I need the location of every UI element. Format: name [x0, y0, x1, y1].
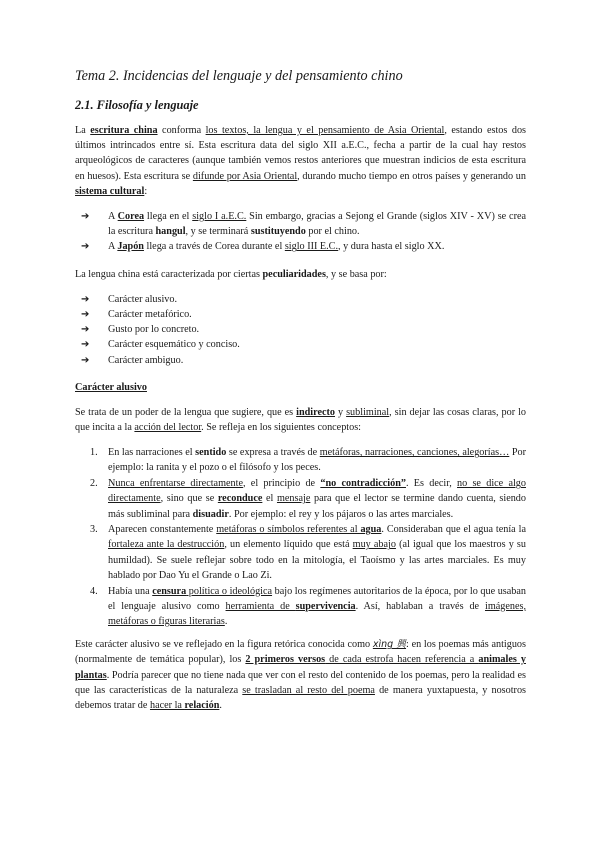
peculiaridades-paragraph: La lengua china está caracterizada por ciertas peculiaridades, y se basa por:: [75, 268, 387, 280]
numbered-item: 1. En las narraciones el sentido se expresa a través de metáforas, narraciones, canciones, alegorías… Por ejemplo: la ranita y el pozo o el filósofo y los peces.: [90, 447, 527, 474]
peculiaridades-list: [75, 292, 526, 368]
document-title: Tema 2. Incidencias del lenguaje y del pensamiento chino: [75, 68, 403, 84]
arrow-bullet-icon: ➔: [81, 354, 90, 366]
arrow-bullet-icon: ➔: [81, 309, 90, 321]
list-item: ➔ Gusto por lo concreto.: [75, 322, 526, 337]
section-heading-caracter-alusivo: Carácter alusivo: [75, 381, 147, 393]
intro-paragraph: La escritura china conforma los textos, la lengua y el pensamiento de Asia Oriental, estando estos dos últimos intrincados entre sí. Esta escritura data del siglo XII a.E.C., fecha a partir de la cual hay restos arqueológicos de caracteres (aunque también vemos restos anteriores que muestran indicios de esta escritura en huesos). Esta escritura se difunde por Asia Oriental, durando mucho tiempo en otros países y generando un sistema cultural:: [75, 125, 527, 197]
document-page: [75, 68, 526, 723]
list-item: ➔ Carácter ambiguo.: [75, 353, 526, 368]
list-item-corea: ➔ A Corea llega en el siglo I a.E.C. Sin embargo, gracias a Sejong el Grande (siglos XIV - XV) se crea la escritura hangul, y se terminará sustituyendo por el chino.: [81, 211, 527, 238]
arrow-bullet-icon: ➔: [81, 324, 90, 336]
list-item: ➔ Carácter alusivo.: [75, 292, 526, 307]
list-item: ➔ Carácter esquemático y conciso.: [75, 337, 526, 352]
list-item-japon: ➔ A Japón llega a través de Corea durante el siglo III E.C., y dura hasta el siglo XX.: [75, 239, 526, 254]
conceptos-list: [75, 445, 526, 629]
list-item: ➔ Carácter metafórico.: [75, 307, 526, 322]
arrow-bullet-icon: ➔: [81, 211, 90, 223]
expansion-list: [75, 209, 526, 255]
numbered-item: 3. Aparecen constantemente metáforas o símbolos referentes al agua. Consideraban que el agua tenía la fortaleza ante la destrucción, un elemento líquido que está muy abajo (al igual que los maestros y su humildad). Se suele reflejar sobre todo en la mitología, el Taoísmo y las artes marciales. Es muy hablado por Dao Yu el Grande o Lao Zi.: [90, 524, 526, 581]
numbered-item: 2. Nunca enfrentarse directamente, el principio de “no contradicción”. Es decir, no se dice algo directamente, sino que se reconduce el mensaje para que el lector se termine dando cuenta, siendo más subliminal para disuadir. Por ejemplo: el rey y los pájaros o las artes marciales.: [90, 478, 526, 520]
arrow-bullet-icon: ➔: [81, 241, 90, 253]
caracter-alusivo-paragraph: Se trata de un poder de la lengua que sugiere, que es indirecto y subliminal, sin dejar las cosas claras, por lo que incita a la acción del lector. Se refleja en los siguientes conceptos:: [75, 406, 527, 434]
arrow-bullet-icon: ➔: [81, 293, 90, 305]
numbered-item: 4. Había una censura política o ideológica bajo los regímenes autoritarios de la época, por lo que usaban el lenguaje alusivo como herramienta de supervivencia. Así, hablaban a través de imágenes, metáforas o figuras literarias.: [90, 585, 527, 627]
arrow-bullet-icon: ➔: [81, 339, 90, 351]
xing-paragraph: Este carácter alusivo se ve reflejado en la figura retórica conocida como xìng 興: en los poemas más antiguos (normalmente de temática popular), los 2 primeros versos de cada estrofa hacen referencia a animales y plantas. Podría parecer que no tiene nada que ver con el resto del contenido de los poemas, pero la realidad es que las características de la naturaleza se trasladan al resto del poema de manera yuxtapuesta, y nosotros debemos tratar de hacer la relación.: [75, 639, 527, 711]
section-subtitle: 2.1. Filosofía y lenguaje: [75, 98, 199, 112]
